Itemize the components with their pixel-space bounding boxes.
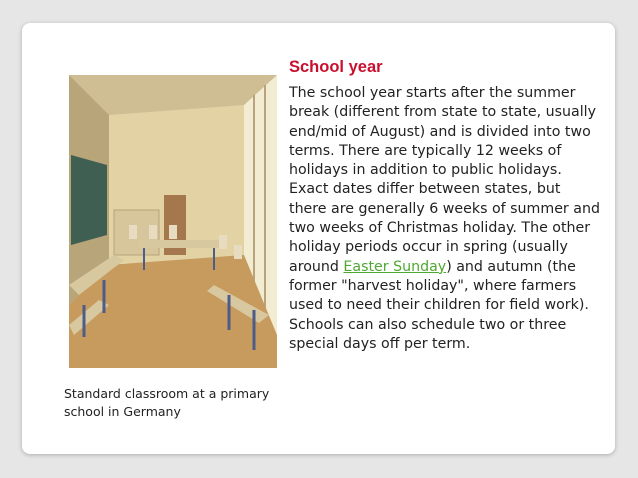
body-paragraph (289, 84, 601, 354)
classroom-illustration (69, 75, 277, 368)
slide-title: School year (289, 58, 383, 76)
paragraph-text-end: ) and autumn (the former "harvest holiday", where farmers used to need their children for field work). Schools can also schedule two or three special days off per term. (289, 258, 589, 352)
classroom-photo (69, 75, 277, 368)
image-caption: Standard classroom at a primary school in Germany (64, 386, 270, 419)
easter-sunday-link[interactable]: Easter Sunday (343, 258, 447, 275)
paragraph-text-start: The school year starts after the summer break (different from state to state, usually end/mid of August) and is divided into two terms. There are typically 12 weeks of holidays in addition to public holidays. Exact dates differ between states, but there are generally 6 weeks of summer and two weeks of Christmas holiday. The other holiday periods occur in spring (usually around (289, 85, 600, 275)
